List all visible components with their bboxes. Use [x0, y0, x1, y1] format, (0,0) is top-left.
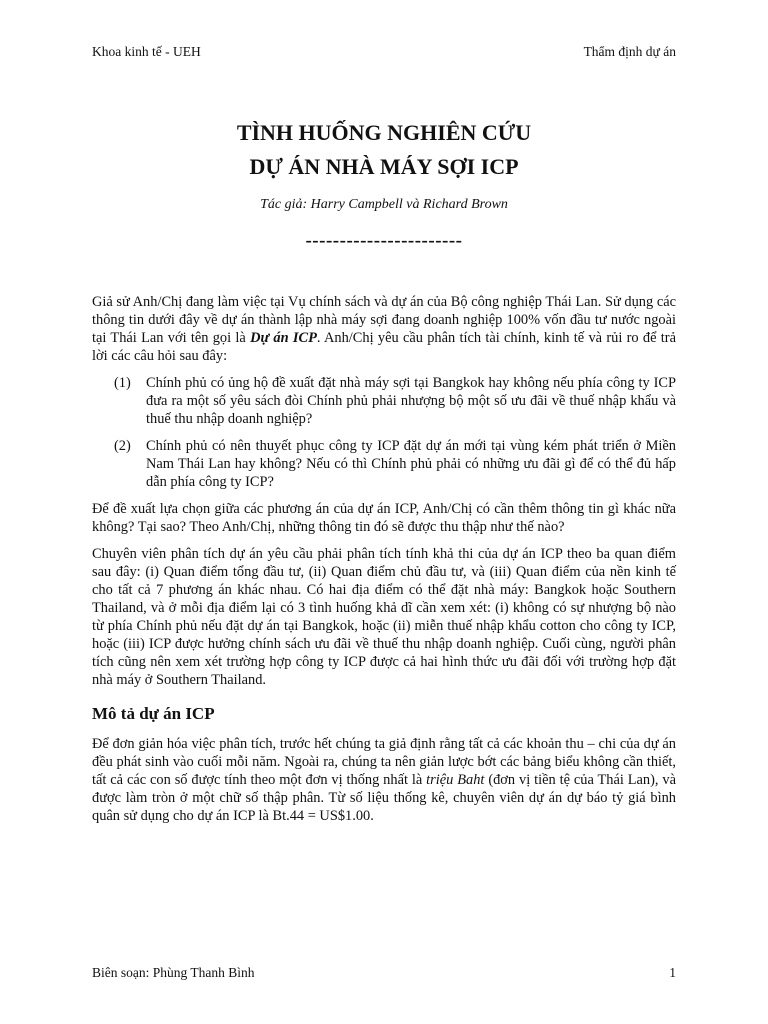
description-text-2: (đơn vị tiền tệ của Thái Lan), và được làm tròn ở một chữ số thập phân. Từ số liệu thống kê, chuyên viên dự án dự báo tỷ giá bình quân sử dụng cho dự án ICP là Bt.44 = US$1.00. — [92, 772, 676, 824]
header-faculty: Khoa kinh tế - UEH — [92, 44, 201, 59]
currency-unit: triệu Baht — [426, 772, 485, 788]
author-line: Tác giả: Harry Campbell và Richard Brown — [260, 197, 508, 212]
question-item — [92, 374, 676, 428]
document-title — [92, 116, 676, 184]
description-text-1: Để đơn giản hóa việc phân tích, trước hết chúng ta giả định rằng tất cả các khoản thu – chi của dự án đều phát sinh vào cuối mỗi năm. Ngoài ra, chúng ta nên giản lược bớt các bảng biểu không cần thiết, tất cả các con số được tính theo một đơn vị thống nhất là — [92, 736, 676, 788]
intro-text-2: . Anh/Chị yêu cầu phân tích tài chính, kinh tế và rủi ro để trả lời các câu hỏi sau đây: — [92, 330, 676, 364]
description-paragraph — [92, 735, 676, 825]
analysis-paragraph: Chuyên viên phân tích dự án yêu cầu phải phân tích tính khả thi của dự án ICP theo ba quan điểm sau đây: (i) Quan điểm tổng đầu tư, (ii) Quan điểm chủ đầu tư, và (iii) Quan điểm của nền kinh tế cho tất cả 7 phương án khác nhau. Có hai địa điểm có thể đặt nhà máy: Bangkok hoặc Southern Thailand, và ở mỗi địa điểm lại có 3 tình huống khả dĩ cần xem xét: (i) không có sự nhượng bộ nào từ phía Chính phủ nếu đặt dự án tại Bangkok, hoặc (ii) miễn thuế nhập khẩu cotton cho công ty ICP, hoặc (iii) ICP được hưởng chính sách ưu đãi về thuế thu nhập doanh nghiệp. Cuối cùng, người phân tích cũng nên xem xét trường hợp công ty ICP được cả hai hình thức ưu đãi đối với trường hợp đặt nhà máy ở Southern Thailand. — [92, 546, 676, 688]
title-line-1: TÌNH HUỐNG NGHIÊN CỨU — [236, 120, 532, 145]
intro-text-1: Giả sử Anh/Chị đang làm việc tại Vụ chính sách và dự án của Bộ công nghiệp Thái Lan. Sử dụng các thông tin dưới đây về dự án thành lập nhà máy sợi đang doanh nghiệp 100% vốn đầu tư nước ngoài tại Thái Lan với tên gọi là — [92, 294, 676, 346]
document-body — [92, 293, 676, 834]
info-paragraph: Để đề xuất lựa chọn giữa các phương án của dự án ICP, Anh/Chị có cần thêm thông tin gì khác nữa không? Tại sao? Theo Anh/Chị, những thông tin đó sẽ được thu thập như thế nào? — [92, 501, 676, 535]
separator-line: ----------------------- — [305, 230, 463, 251]
intro-paragraph — [92, 293, 676, 365]
footer-editor: Biên soạn: Phùng Thanh Bình — [92, 965, 255, 980]
header-course: Thẩm định dự án — [583, 44, 676, 59]
page-footer — [92, 965, 676, 981]
title-line-2: DỰ ÁN NHÀ MÁY SỢI ICP — [249, 154, 519, 179]
page-header — [92, 44, 676, 60]
page-number: 1 — [669, 965, 676, 980]
section-heading: Mô tả dự án ICP — [92, 704, 215, 723]
question-item — [92, 437, 676, 491]
question-text: Chính phủ có nên thuyết phục công ty ICP đặt dự án mới tại vùng kém phát triển ở Miền Nam Thái Lan hay không? Nếu có thì Chính phủ phải có những ưu đãi gì để có thể đủ hấp dẫn phía công ty ICP? — [146, 438, 676, 490]
question-number: (1) — [114, 375, 131, 391]
question-text: Chính phủ có ủng hộ đề xuất đặt nhà máy sợi tại Bangkok hay không nếu phía công ty ICP đưa ra một số yêu sách đòi Chính phủ phải nhượng bộ một số ưu đãi về thuế nhập khẩu và thuế thu nhập doanh nghiệp? — [146, 375, 676, 427]
question-number: (2) — [114, 438, 131, 454]
intro-project-name: Dự án ICP — [250, 330, 317, 346]
